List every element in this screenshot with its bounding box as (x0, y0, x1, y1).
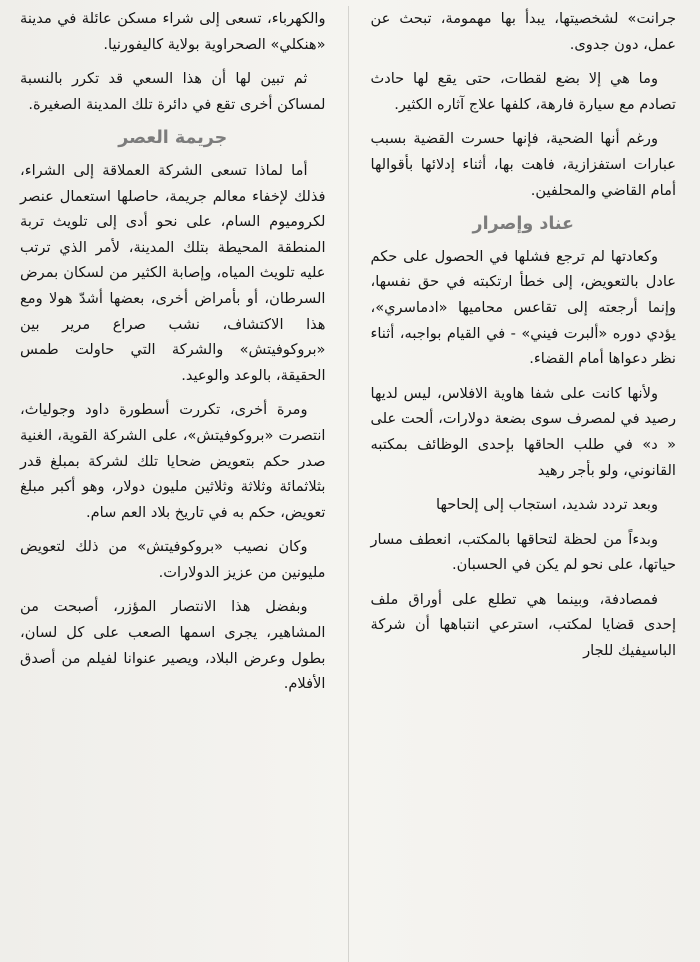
column-divider (348, 6, 349, 962)
left-paragraph-1: والكهرباء، تسعى إلى شراء مسكن عائلة في مدينة «هنكلي» الصحراوية بولاية كاليفورنيا. (20, 10, 326, 53)
right-paragraph-6: وبعد تردد شديد، استجاب إلى إلحاحها (436, 496, 658, 514)
section-heading-crime: جريمة العصر (118, 128, 228, 149)
left-paragraph-3: أما لماذا تسعى الشركة العملاقة إلى الشراء، فذلك لإخفاء معالم جريمة، حاصلها استعمال عنصر لكروميوم السام، على نحو أدى إلى تلويث تربة المنطقة المحيطة بتلك المدينة، لأمر الذي ترتب عليه تلويث المياه، وإصابة الكثير من لسكان بمرض السرطان، أو بأمراض أخرى، بعضها أشدّ هولا ومع هذا الاكتشاف، نشب صراع مرير بين «بروكوفيتش» والشركة التي حاولت طمس الحقيقة، بالوعد والوعيد. (20, 161, 326, 384)
left-paragraph-2: ثم تبين لها أن هذا السعي قد تكرر بالنسبة لمساكن أخرى تقع في دائرة تلك المدينة الصغيرة. (20, 70, 326, 113)
right-paragraph-5: ولأنها كانت على شفا هاوية الافلاس، ليس لديها رصيد في لمصرف سوى بضعة دولارات، ألحت على « د» في طلب الحاقها بإحدى الوظائف بمكتبه القانوني، ولو بأجر رهيد (370, 384, 676, 479)
left-column (20, 6, 326, 962)
right-paragraph-4: وكعادتها لم ترجع فشلها في الحصول على حكم عادل بالتعويض، إلى خطأ ارتكبته في حق نفسها، وإنما أرجعته إلى تقاعس محاميها «ادماسري»، يؤدي دوره «ألبرت فيني» - في القيام بواجبه، أثناء نظر دعواها أمام القضاء. (370, 247, 676, 368)
right-paragraph-8: فمصادفة، وبينما هي تطلع على أوراق ملف إحدى قضايا لمكتب، استرعي انتباهها أن شركة الباسيفيك للجار (370, 590, 676, 660)
left-paragraph-6: وبفضل هذا الانتصار المؤزر، أصبحت من المشاهير، يجرى اسمها الصعب على كل لسان، بطول وعرض البلاد، ويصير عنوانا لفيلم من أصدق الأفلام. (20, 598, 326, 693)
right-paragraph-1: جرانت» لشخصيتها، يبدأ بها مهمومة، تبحث عن عمل، دون جدوى. (370, 10, 676, 53)
left-paragraph-4: ومرة أخرى، تكررت أسطورة داود وجولياث، انتصرت «بروكوفيتش»، على الشركة القوية، الغنية صدر حكم بتعويض ضحايا تلك لشركة بمبلغ قدر بثلاثمائة وثلاثة وثلاثين مليون دولار، وهو أكبر مبلغ تعويض، حكم به في تاريخ بلاد العم سام. (20, 401, 326, 521)
right-paragraph-3: ورغم أنها الضحية، فإنها حسرت القضية بسبب عبارات استفزازية، فاهت بها، أثناء إدلائها بأقوالها أمام القاضي والمحلفين. (370, 130, 676, 199)
right-paragraph-2: وما هي إلا بضع لقطات، حتى يقع لها حادث تصادم مع سيارة فارهة، كلفها علاج آثاره الكثير. (370, 70, 676, 113)
right-column (371, 6, 677, 962)
left-paragraph-5: وكان نصيب «بروكوفيتش» من ذلك لتعويض مليونين من عزيز الدولارات. (20, 538, 326, 581)
section-heading-stubbornness: عناد وإصرار (472, 214, 574, 235)
right-paragraph-7: وبدءاً من لحظة لتحاقها بالمكتب، انعطف مسار حياتها، على نحو لم يكن في الحسبان. (370, 530, 676, 574)
